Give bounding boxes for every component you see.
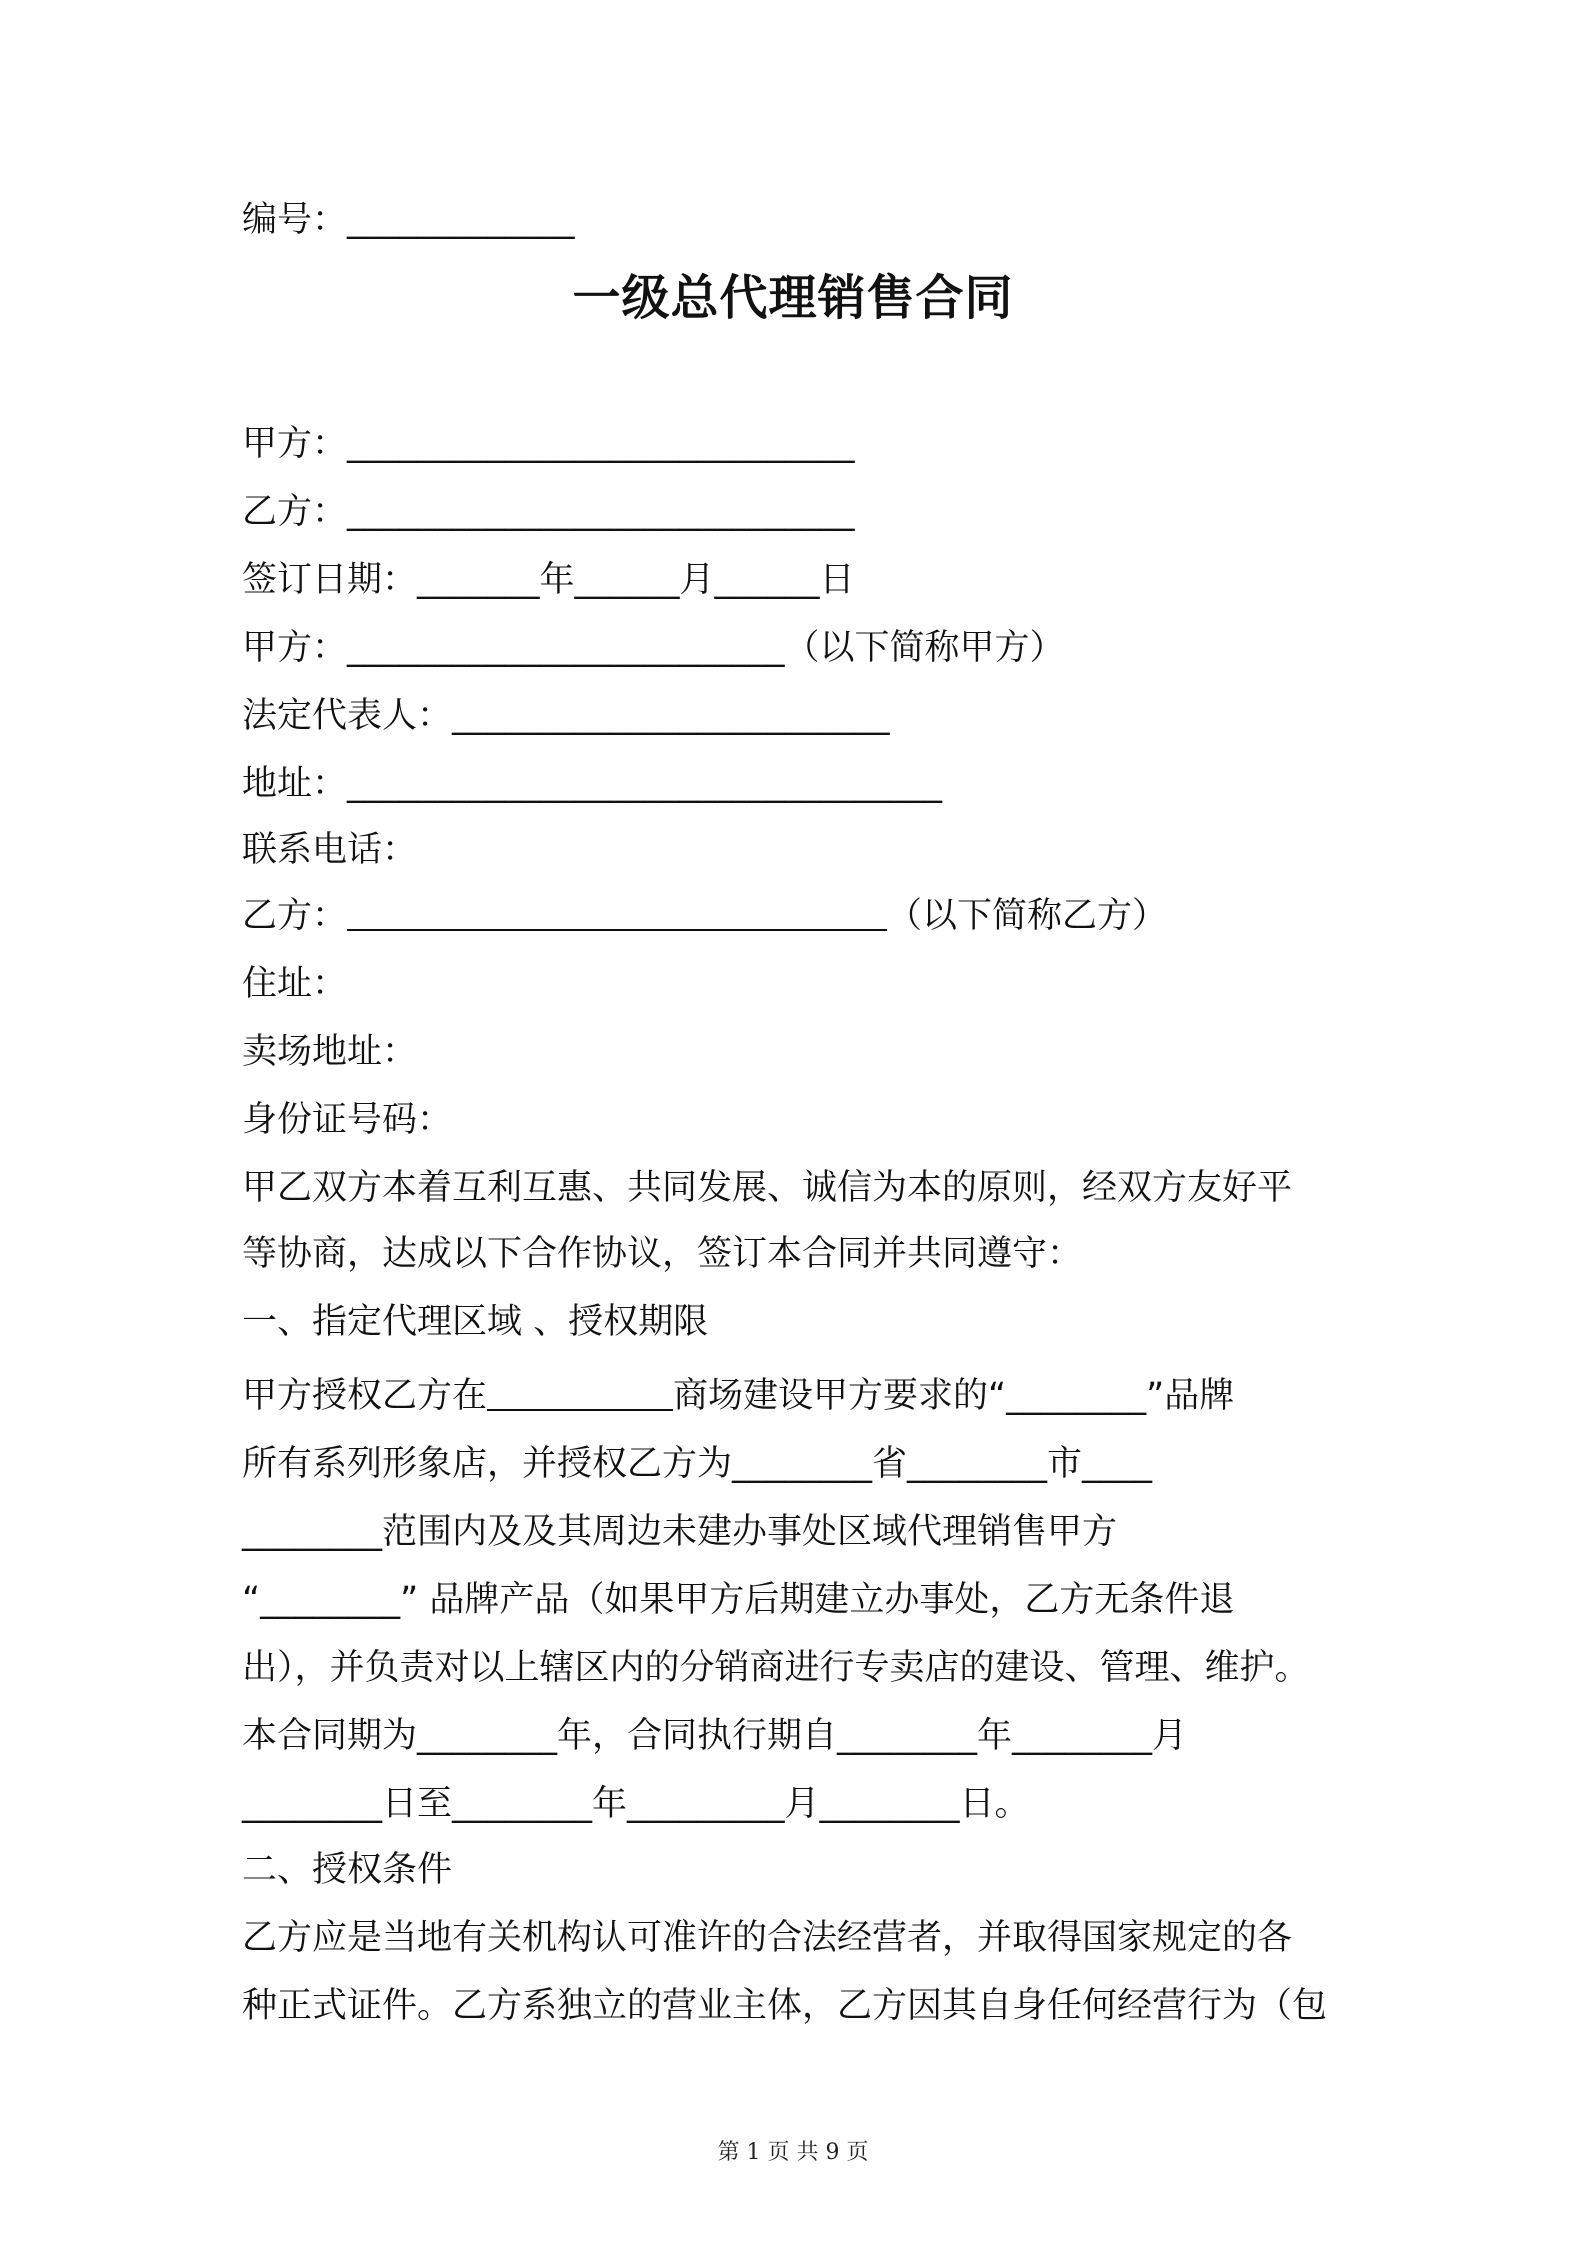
party-b-full-label: 乙方：	[242, 896, 348, 936]
intro-line-2: 等协商，达成以下合作协议，签订本合同并共同遵守：	[242, 1234, 1083, 1274]
party-b-blank: _____________________________	[347, 492, 855, 532]
party-b-underline	[347, 895, 887, 931]
section-2-line-1: 乙方应是当地有关机构认可准许的合法经营者，并取得国家规定的各	[242, 1918, 1293, 1958]
section-2-line-2: 种正式证件。乙方系独立的营业主体，乙方因其自身任何经营行为（包	[242, 1986, 1328, 2026]
page-footer: 第 1 页 共 9 页	[717, 2140, 869, 2165]
contract-title: 一级总代理销售合同	[572, 270, 1014, 326]
section-1-heading: 一、指定代理区域 、授权期限	[242, 1302, 709, 1342]
contract-number-line	[242, 196, 575, 244]
party-b-label: 乙方：	[242, 492, 348, 532]
party-b-line	[242, 488, 855, 536]
contract-number-label: 编号：	[242, 200, 348, 240]
phone-line: 联系电话：	[242, 830, 418, 870]
intro-line-1: 甲乙双方本着互利互惠、共同发展、诚信为本的原则，经双方友好平	[242, 1168, 1293, 1208]
address-line: 地址：__________________________________	[242, 764, 943, 804]
mall-underline	[487, 1375, 673, 1411]
party-a-blank: _____________________________	[347, 424, 855, 464]
section-1-line-5: 出），并负责对以上辖区内的分销商进行专卖店的建设、管理、维护。	[242, 1648, 1310, 1688]
section-1-line-1-b: 商场建设甲方要求的“________”品牌	[673, 1376, 1235, 1416]
party-a-line	[242, 420, 855, 468]
section-1-line-6: 本合同期为________年，合同执行期自________年________月	[242, 1716, 1188, 1756]
legal-representative-line: 法定代表人：_________________________	[242, 696, 890, 736]
party-a-label: 甲方：	[242, 424, 348, 464]
contract-number-blank: _____________	[347, 200, 575, 240]
party-b-full-suffix: （以下简称乙方）	[887, 896, 1168, 936]
sign-date-line: 签订日期：_______年______月______日	[242, 560, 855, 600]
section-1-line-2: 所有系列形象店，并授权乙方为________省________市____	[242, 1444, 1153, 1484]
section-1-line-1	[242, 1372, 1234, 1420]
section-1-line-3: ________范围内及及其周边未建办事处区域代理销售甲方	[242, 1512, 1118, 1552]
section-1-line-4: “________” 品牌产品（如果甲方后期建立办事处，乙方无条件退	[242, 1580, 1235, 1620]
party-a-full-line: 甲方：_________________________（以下简称甲方）	[242, 628, 1065, 668]
section-2-heading: 二、授权条件	[242, 1850, 453, 1890]
section-1-line-1-a: 甲方授权乙方在	[242, 1376, 488, 1416]
party-b-full-line	[242, 892, 1167, 940]
residence-line: 住址：	[242, 964, 348, 1004]
store-address-line: 卖场地址：	[242, 1032, 418, 1072]
id-number-line: 身份证号码：	[242, 1100, 453, 1140]
section-1-line-7: ________日至________年_________月________日。	[242, 1784, 1030, 1824]
